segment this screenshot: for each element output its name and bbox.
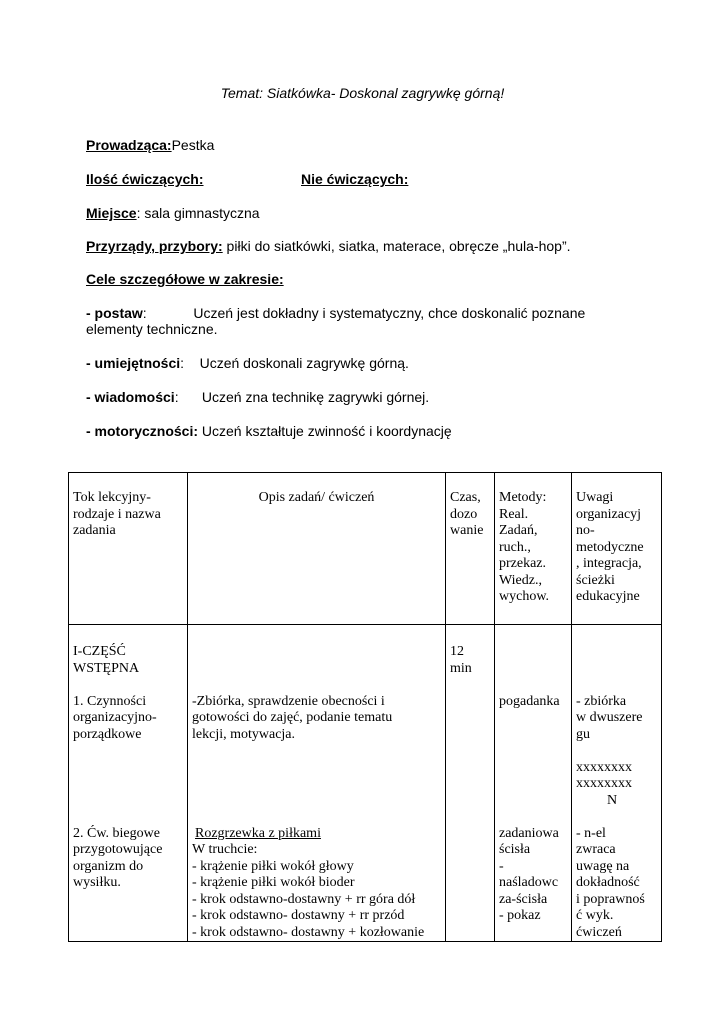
formation-teacher: N (607, 792, 618, 808)
header-text: , integracja, (576, 556, 642, 571)
goal-wiadomosci (86, 389, 429, 405)
time-cell (446, 625, 495, 942)
method-text: zadaniowa (499, 825, 559, 841)
participants-label-text: Ilość ćwiczących: (86, 171, 204, 187)
header-text: Wiedz., (499, 572, 542, 588)
section-title: WSTĘPNA (73, 660, 140, 676)
task-cell (69, 625, 188, 942)
goal-postaw (86, 305, 585, 321)
goals-heading (86, 271, 284, 287)
notes-text: ćwiczeń (576, 924, 622, 940)
lesson-table (68, 472, 662, 942)
method-text: pogadanka (499, 693, 560, 709)
task-description: - krok odstawno-dostawny + rr góra dół (192, 891, 416, 907)
header-text: metodyczne (576, 539, 644, 555)
postaw-value: : Uczeń jest dokładny i systematyczny, chce doskonalić poznane (142, 305, 586, 321)
header-text: organizacyj (576, 506, 642, 522)
equipment-value: piłki do siatkówki, siatka, materace, obręcze „hula-hop”. (222, 238, 571, 254)
umiejetnosci-label: - umiejętności (86, 355, 181, 371)
motorycznosci-label: - motoryczności: (86, 423, 199, 439)
goals-heading-text: Cele szczegółowe w zakresie: (86, 271, 284, 287)
task-description: -Zbiórka, sprawdzenie obecności i (192, 693, 385, 709)
method-text: - (499, 858, 504, 874)
methods-cell (495, 625, 572, 942)
task-description: gotowości do zajęć, podanie tematu (192, 710, 393, 725)
section-title: I-CZĘŚĆ (73, 644, 126, 659)
header-text: edukacyjne (576, 589, 640, 604)
wiadomosci-value: : Uczeń zna technikę zagrywki górnej. (174, 389, 430, 405)
header-cell-task (69, 473, 188, 625)
participants-label (86, 171, 204, 187)
table-header-row (69, 473, 662, 625)
place-label: Miejsce (86, 205, 137, 221)
header-cell-time (446, 473, 495, 625)
notes-text: gu (576, 726, 590, 742)
task-name: porządkowe (73, 726, 142, 742)
notes-text: dokładność (576, 875, 640, 890)
goal-motorycznosci (86, 423, 452, 439)
notes-text: ć wyk. (576, 908, 614, 923)
header-text: zadania (73, 523, 116, 538)
equipment-line (86, 238, 571, 254)
method-text: za-ścisła (499, 891, 548, 907)
notes-text: w dwuszere (576, 710, 643, 725)
header-text: no- (576, 523, 595, 538)
task-name: 1. Czynności (73, 693, 147, 709)
header-text: Czas, (450, 490, 481, 505)
header-text: Tok lekcyjny- (73, 490, 151, 505)
instructor-line (86, 137, 214, 153)
header-cell-notes (572, 473, 662, 625)
header-text: dozo (450, 506, 478, 522)
task-description: - krok odstawno- dostawny + rr przód (192, 908, 405, 923)
umiejetnosci-value: : Uczeń doskonali zagrywkę górną. (180, 355, 409, 371)
time-unit: min (450, 660, 472, 676)
notes-cell (572, 625, 662, 942)
task-name: organizacyjno- (73, 710, 157, 725)
formation-row: xxxxxxxx (576, 759, 632, 775)
warmup-title: Rozgrzewka z piłkami (195, 825, 321, 841)
header-text: Uwagi (576, 490, 614, 505)
table-row (69, 625, 662, 942)
task-description: - krążenie piłki wokół bioder (192, 875, 355, 890)
task-name: przygotowujące (73, 842, 163, 857)
notes-text: - n-el (576, 825, 606, 841)
task-name: 2. Ćw. biegowe (73, 825, 160, 841)
wiadomosci-label: - wiadomości (86, 389, 175, 405)
instructor-value: Pestka (171, 137, 215, 153)
method-text: ścisła (499, 842, 531, 857)
header-text: Metody: (499, 490, 547, 505)
task-description: - krok odstawno- dostawny + kozłowanie (192, 924, 425, 940)
equipment-label: Przyrządy, przybory: (86, 238, 223, 254)
method-text: naśladowc (499, 875, 559, 890)
header-cell-methods (495, 473, 572, 625)
notes-text: - zbiórka (576, 693, 627, 709)
goal-postaw-continued: elementy techniczne. (86, 321, 218, 337)
header-text: Zadań, (499, 523, 538, 538)
page-title: Temat: Siatkówka- Doskonal zagrywkę górną! (220, 85, 505, 101)
notes-text: i poprawnoś (576, 891, 645, 907)
header-text: wychow. (499, 589, 550, 604)
nonparticipants-label (301, 171, 408, 187)
header-text: ruch., (499, 539, 531, 555)
formation-row: xxxxxxxx (576, 776, 632, 791)
time-value: 12 (450, 644, 464, 659)
task-description: - krążenie piłki wokół głowy (192, 858, 354, 874)
header-text: przekaz. (499, 556, 547, 571)
goal-umiejetnosci (86, 355, 409, 371)
task-description: W truchcie: (192, 842, 258, 857)
nonparticipants-label-text: Nie ćwiczących: (301, 171, 409, 187)
instructor-label: Prowadząca: (86, 137, 172, 153)
task-name: wysiłku. (73, 875, 121, 890)
method-text: - pokaz (499, 908, 541, 923)
task-name: organizm do (73, 858, 144, 874)
header-cell-description (188, 473, 446, 625)
header-text: Real. (499, 506, 529, 522)
description-cell (188, 625, 446, 942)
header-text: wanie (450, 523, 484, 538)
notes-text: uwagę na (576, 858, 630, 874)
place-line (86, 205, 260, 221)
header-text: Opis zadań/ ćwiczeń (258, 490, 375, 505)
header-text: rodzaje i nazwa (73, 506, 161, 522)
task-description: lekcji, motywacja. (192, 726, 296, 742)
motorycznosci-value: Uczeń kształtuje zwinność i koordynację (198, 423, 452, 439)
header-text: ścieżki (576, 572, 615, 588)
notes-text: zwraca (576, 842, 616, 857)
place-value: : sala gimnastyczna (136, 205, 260, 221)
postaw-label: - postaw (86, 305, 143, 321)
